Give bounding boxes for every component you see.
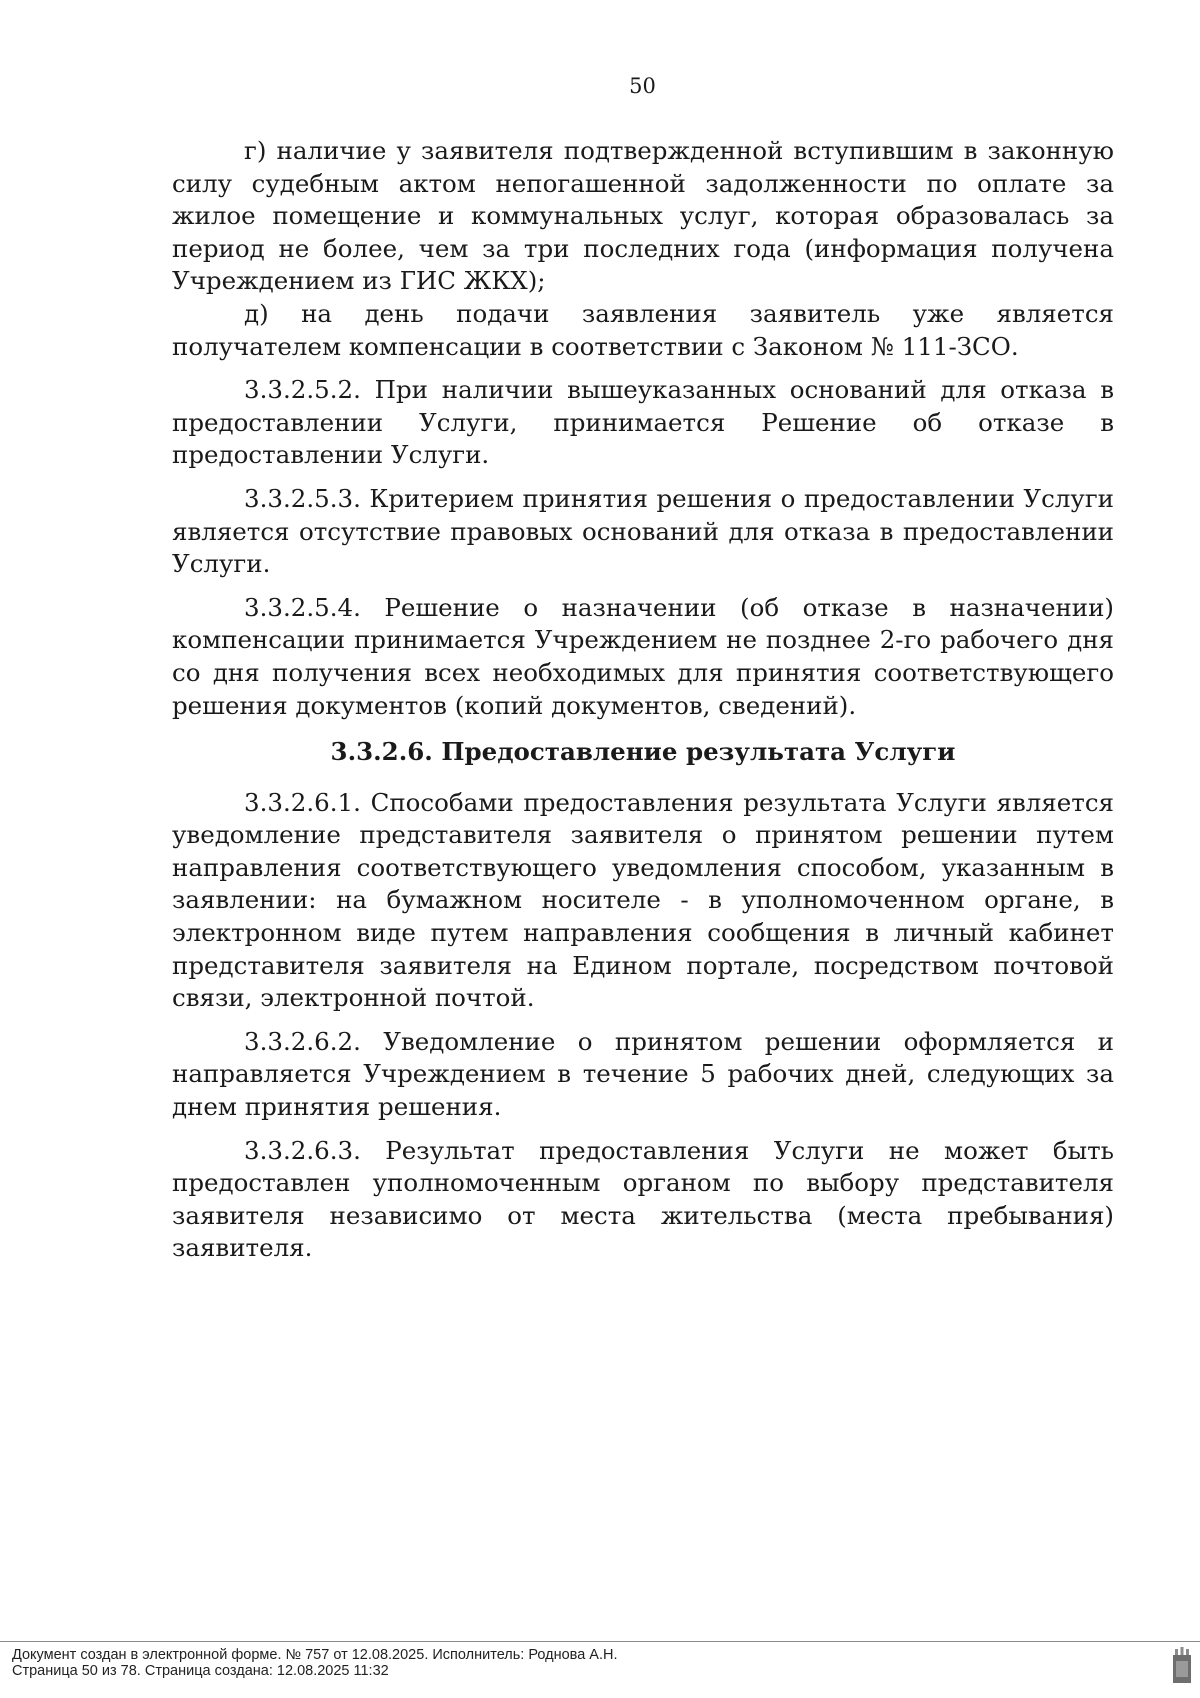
coat-of-arms-icon: [1170, 1647, 1194, 1687]
paragraph-3-3-2-6-1: 3.3.2.6.1. Способами предоставления результата Услуги является уведомление представителя заявителя о принятом решении путем направления соответствующего уведомления способом, указанным в заявлении: на бумажном носителе - в уполномоченном органе, в электронном виде путем направления сообщения в личный кабинет представителя заявителя на Едином портале, посредством почтовой связи, электронной почтой.: [172, 787, 1114, 1013]
paragraph-3-3-2-6-3: 3.3.2.6.3. Результат предоставления Услуги не может быть предоставлен уполномоченным органом по выбору представителя заявителя независимо от места жительства (места пребывания) заявителя.: [172, 1135, 1114, 1263]
paragraph-3-3-2-6-2: 3.3.2.6.2. Уведомление о принятом решении оформляется и направляется Учреждением в течение 5 рабочих дней, следующих за днем принятия решения.: [172, 1026, 1114, 1122]
paragraph-3-3-2-5-2: 3.3.2.5.2. При наличии вышеуказанных оснований для отказа в предоставлении Услуги, принимается Решение об отказе в предоставлении Услуги.: [172, 375, 1114, 470]
document-body: [172, 135, 1114, 1265]
footer-divider: [0, 1641, 1200, 1642]
footer-line-2: Страница 50 из 78. Страница создана: 12.08.2025 11:32: [12, 1663, 389, 1679]
paragraph-3-3-2-5-3: 3.3.2.5.3. Критерием принятия решения о предоставлении Услуги является отсутствие правовых оснований для отказа в предоставлении Услуги.: [172, 483, 1114, 579]
section-heading: 3.3.2.6. Предоставление результата Услуги: [330, 737, 956, 767]
footer-line-1: Документ создан в электронной форме. № 757 от 12.08.2025. Исполнитель: Роднова А.Н.: [12, 1647, 618, 1663]
paragraph-d: д) на день подачи заявления заявитель уже является получателем компенсации в соответствии с Законом № 111-ЗСО.: [172, 298, 1114, 361]
paragraph-g: г) наличие у заявителя подтвержденной вступившим в законную силу судебным актом непогашенной задолженности по оплате за жилое помещение и коммунальных услуг, которая образовалась за период не более, чем за три последних года (информация получена Учреждением из ГИС ЖКХ);: [172, 136, 1114, 296]
page-number: 50: [629, 74, 656, 98]
paragraph-3-3-2-5-4: 3.3.2.5.4. Решение о назначении (об отказе в назначении) компенсации принимается Учреждением не позднее 2-го рабочего дня со дня получения всех необходимых для принятия соответствующего решения документов (копий документов, сведений).: [172, 592, 1114, 720]
footer: [12, 1647, 618, 1679]
